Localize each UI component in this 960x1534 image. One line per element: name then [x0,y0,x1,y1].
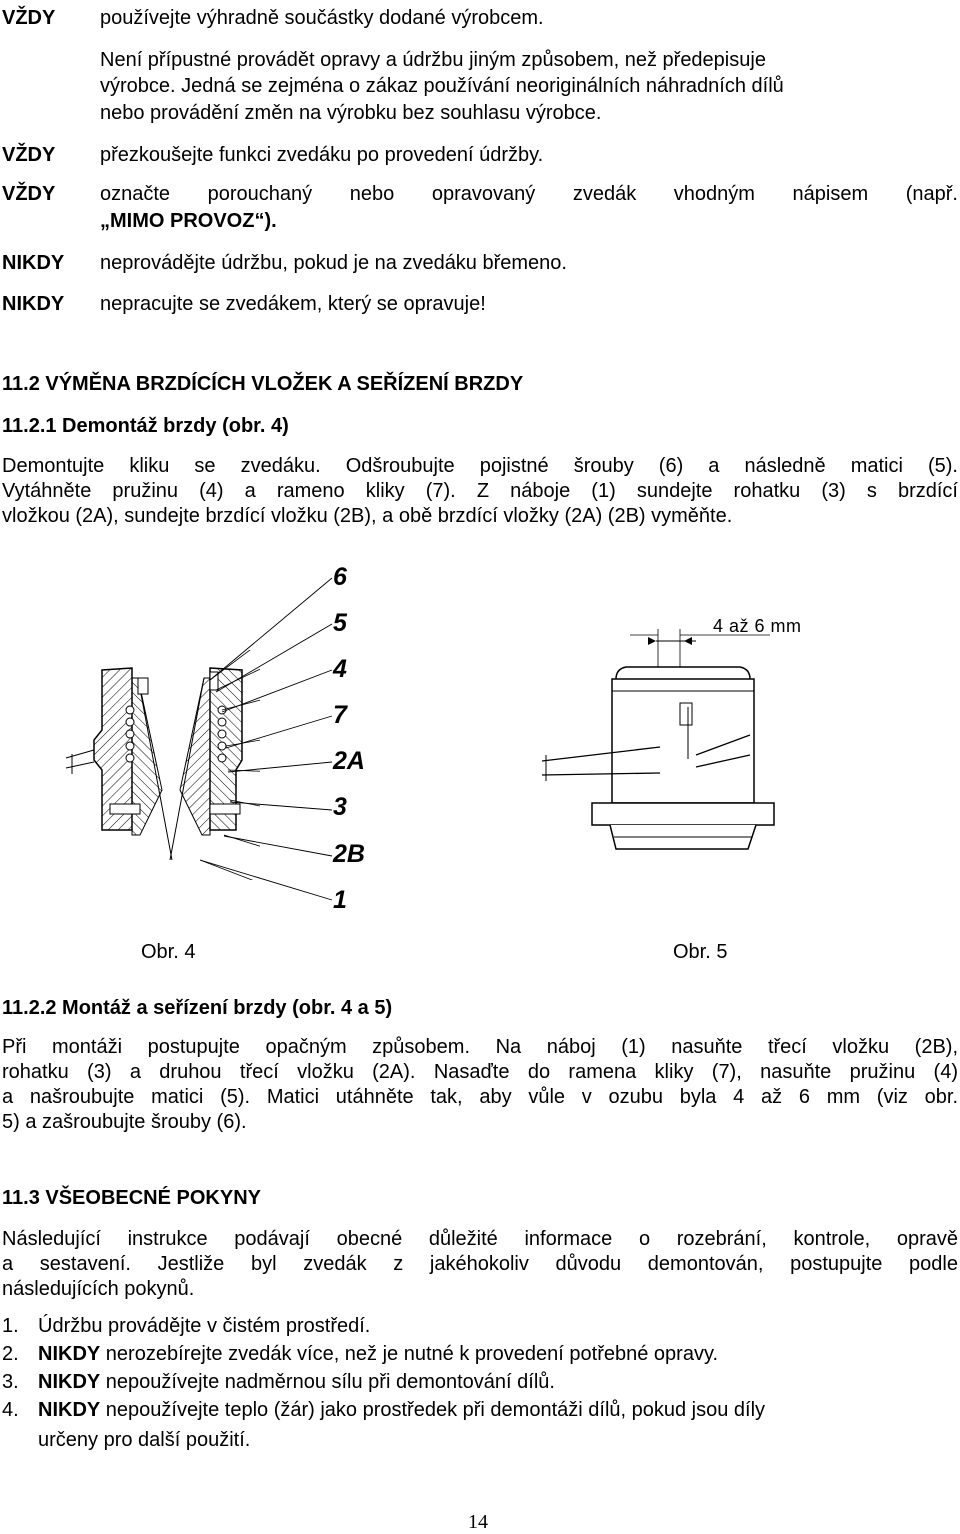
rule-2-line-1: přezkoušejte funkci zvedáku po provedení údržby. [100,144,544,166]
body-line: Vytáhněte pružinu (4) a rameno kliky (7). Z náboje (1) sundejte rohatku (3) s brzdící [2,480,958,502]
list-item-keyword: NIKDY [38,1399,101,1421]
list-item-number: 3. [2,1371,19,1393]
rule-1-line-3: výrobce. Jedná se zejména o zákaz používání neoriginálních náhradních dílů [100,75,784,97]
figure-label-2B: 2B [333,840,365,868]
body-line: 5) a zašroubujte šrouby (6). [2,1111,247,1133]
figure-label-3: 3 [333,793,347,821]
body-line: Následující instrukce podávají obecné důležité informace o rozebrání, kontrole, opravě [2,1228,958,1250]
rule-5-line-1: nepracujte se zvedákem, který se opravuje! [100,293,486,315]
rule-5-keyword: NIKDY [2,293,65,315]
subsection-11-2-2-body [2,1035,958,1135]
list-item-body: nepoužívejte nadměrnou sílu při demontování dílů. [100,1371,555,1393]
rule-4-keyword: NIKDY [2,252,65,274]
dimension-label: 4 až 6 mm [713,616,802,636]
figure-label-5: 5 [333,609,347,637]
list-item-number: 1. [2,1315,19,1337]
subsection-11-2-1-body [2,454,958,529]
figure-label-7: 7 [333,701,347,729]
list-item-number: 4. [2,1399,19,1421]
body-line: a našroubujte matici (5). Matici utáhněte tak, aby vůle v ozubu byla 4 až 6 mm (viz obr. [2,1086,958,1108]
caption-figure-4: Obr. 4 [141,941,196,963]
list-item-body: nerozebírejte zvedák více, než je nutné k provedení potřebné opravy. [100,1343,719,1365]
list-item-body: nepoužívejte teplo (žár) jako prostředek při demontáži dílů, pokud jsou díly [100,1399,766,1421]
subsection-11-2-2-heading: 11.2.2 Montáž a seřízení brzdy (obr. 4 a 5) [2,997,393,1019]
list-item-body: Údržbu provádějte v čistém prostředí. [38,1315,371,1337]
list-item-continuation: určeny pro další použití. [38,1429,251,1451]
rule-1-keyword: VŽDY [2,7,56,29]
rule-1-line-4: nebo provádění změn na výrobku bez souhlasu výrobce. [100,102,602,124]
caption-figure-5: Obr. 5 [673,941,728,963]
figure-4-leaders [200,560,340,920]
list-item-keyword: NIKDY [38,1343,101,1365]
body-line: rohatku (3) a druhou třecí vložku (2A). Nasaďte do ramena kliky (7), nasuňte pružinu (4) [2,1061,958,1083]
list-item-keyword: NIKDY [38,1371,101,1393]
figure-label-4: 4 [333,655,347,683]
rule-1-line-1: používejte výhradně součástky dodané výrobcem. [100,7,544,29]
subsection-11-2-1-heading: 11.2.1 Demontáž brzdy (obr. 4) [2,415,289,437]
figure-label-6: 6 [333,563,347,591]
figure-label-1: 1 [333,886,347,914]
rule-2-keyword: VŽDY [2,144,56,166]
rule-1-line-2: Není přípustné provádět opravy a údržbu jiným způsobem, než předepisuje [100,49,766,71]
figure-label-2A: 2A [333,747,365,775]
body-line: následujících pokynů. [2,1278,195,1300]
body-line: Demontujte kliku se zvedáku. Odšroubujte pojistné šrouby (6) a následně matici (5). [2,455,958,477]
body-line: vložkou (2A), sundejte brzdící vložku (2B), a obě brzdící vložky (2A) (2B) vyměňte. [2,505,733,527]
list-item-text [38,1398,958,1422]
section-11-3-intro [2,1227,958,1302]
page-number: 14 [468,1511,488,1533]
section-11-3-heading: 11.3 VŠEOBECNÉ POKYNY [2,1187,261,1209]
rule-3-line-2: „MIMO PROVOZ“). [100,210,277,232]
body-line: Při montáži postupujte opačným způsobem. Na náboj (1) nasuňte třecí vložku (2B), [2,1036,958,1058]
rule-3-keyword: VŽDY [2,183,56,205]
list-item-number: 2. [2,1343,19,1365]
list-item-text [38,1342,718,1366]
rule-4-line-1: neprovádějte údržbu, pokud je na zvedáku břemeno. [100,252,567,274]
body-line: a sestavení. Jestliže byl zvedák z jakéhokoliv důvodu demontován, postupujte podle [2,1253,958,1275]
section-11-2-heading: 11.2 VÝMĚNA BRZDÍCÍCH VLOŽEK A SEŘÍZENÍ BRZDY [2,373,524,395]
list-item-text [38,1370,555,1394]
list-item-text [38,1314,370,1338]
rule-3-line-1: označte porouchaný nebo opravovaný zvedák vhodným nápisem (např. [100,183,958,205]
